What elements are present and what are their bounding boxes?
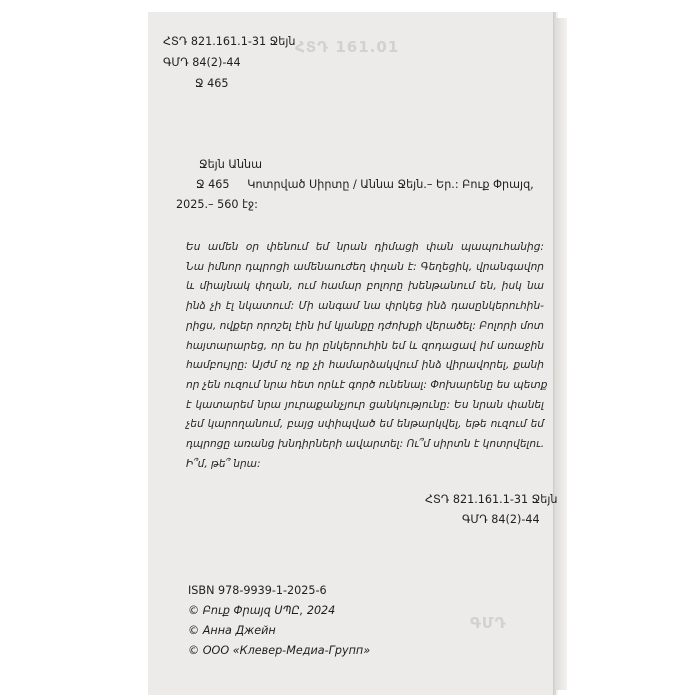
copyright-author: © Анна Джейн — [188, 624, 276, 637]
catalog-entry: Ջ 465 Կոտրված Սիրտը / Աննա Ջեյն.– Եր.: Բուք Փրայզ, — [196, 178, 534, 191]
annotation-line: Ի՞մ, թե՞ նրա: — [186, 457, 261, 470]
show-through-text-top: ՀՏԴ 161.01 — [295, 38, 400, 56]
annotation-line: և միայնակ փղան, ում համար բոլորը խենթանում են, իսկ նա — [186, 280, 544, 293]
annotation-line: չեմ կարողանում, բայց սփիպված եմ ենթարկվել, եթե ուզում եմ — [186, 418, 544, 431]
copyright-original-publisher: © ООО «Клевер-Медиа-Групп» — [188, 644, 371, 657]
book-annotation — [186, 238, 548, 474]
annotation-line: Նա իմնոր դպրոցի ամենաուժեղ փղան է: Գեղեցիկ, վրանգավոր — [186, 260, 544, 273]
udc-code-repeat: ՀՏԴ 821.161.1-31 Ջեյն — [425, 493, 558, 506]
page-edge — [555, 18, 567, 690]
copyright-publisher: © Բուք Փրայզ ՍՊԸ, 2024 — [188, 604, 336, 617]
annotation-line: դպրոցը առանց խնդիրների ավարտել: Ու՞մ սիրտն է կոտրվելու. — [186, 438, 545, 451]
author-mark: Ջ 465 — [195, 77, 229, 90]
bbk-code-repeat: ԳՄԴ 84(2)-44 — [462, 513, 540, 526]
bbk-code: ԳՄԴ 84(2)-44 — [163, 56, 241, 69]
udc-code: ՀՏԴ 821.161.1-31 Ջեյն — [163, 35, 296, 48]
author-name: Ջեյն Աննա — [199, 158, 263, 171]
isbn: ISBN 978-9939-1-2025-6 — [188, 584, 327, 597]
annotation-line: է կատարեմ նրա յուրաքանչյուր ցանկությունը: Ես նրան փանել — [186, 398, 544, 411]
catalog-entry-pages: 2025.– 560 էջ: — [176, 198, 258, 211]
annotation-line: ինձ չի էլ նկատում: Մի անգամ նա փրկեց ինձ դասընկերուհին- — [186, 300, 544, 313]
annotation-line: հայտարարեց, որ ես իր ընկերուհին եմ և զոդացավ իմ առաջին — [186, 339, 544, 352]
show-through-text-bottom: ԳՄԴ — [470, 614, 507, 632]
annotation-line: Ես ամեն օր փենում եմ նրան դիմացի փան պապուհանից: — [186, 241, 544, 253]
annotation-line: համբույրը: Այժմ ոչ ոք չի համարձակվում ինձ վիրավորել, քանի — [186, 359, 544, 372]
annotation-line: րիցս, ովքեր որոշել էին իմ կյանքը դժոխքի վերածել: Բոլորի մոտ — [186, 319, 544, 332]
annotation-line: որ չեն ուզում նրա հետ որևէ գործ ունենալ: Փոխարենը ես պետք — [186, 378, 548, 391]
